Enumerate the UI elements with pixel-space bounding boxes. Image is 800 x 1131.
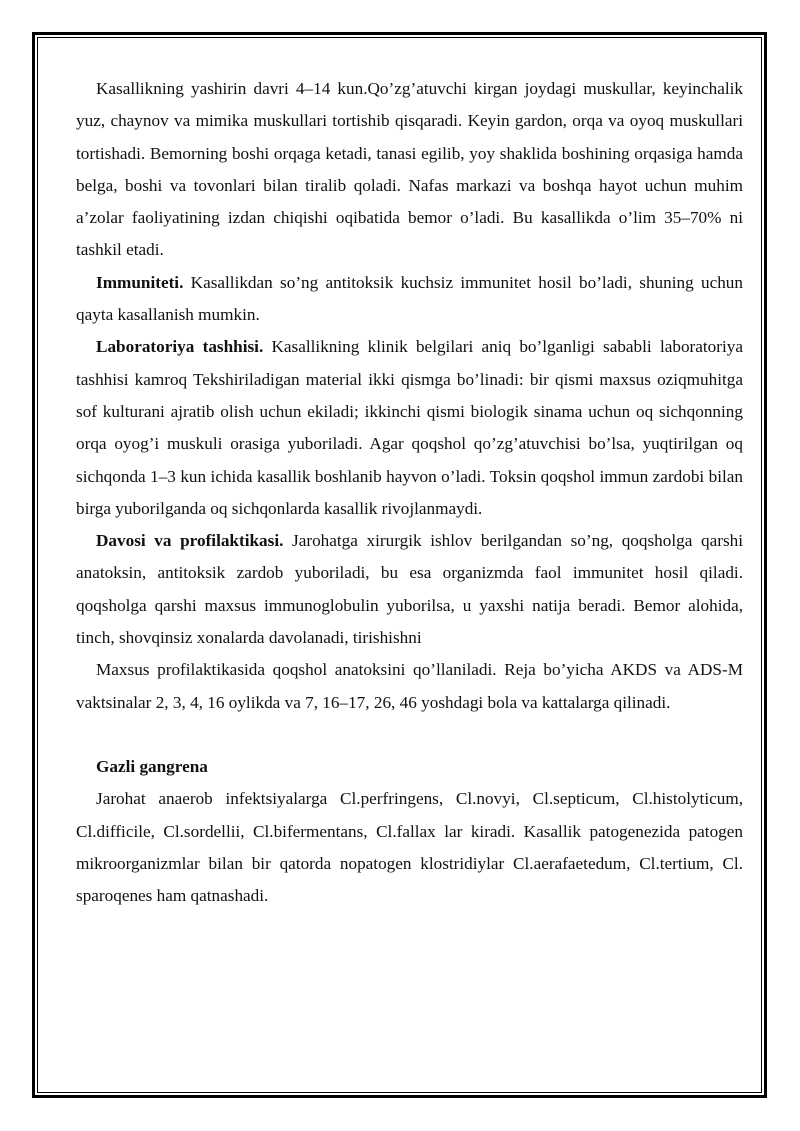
paragraph-text: Maxsus profilaktikasida qoqshol anatoksini qo’llaniladi. Reja bo’yicha AKDS va ADS-M vaktsinalar 2, 3, 4, 16 oylikda va 7, 16–17, 26, 46 yoshdagi bola va kattalarga qilinadi.: [76, 660, 743, 712]
paragraph-heading: Laboratoriya tashhisi.: [96, 337, 264, 357]
paragraph-treatment: [76, 525, 743, 654]
section-heading: Gazli gangrena: [96, 756, 208, 776]
paragraph-heading: Immuniteti.: [96, 272, 184, 292]
paragraph-text: Kasallikdan so’ng antitoksik kuchsiz immunitet hosil bo’ladi, shuning uchun qayta kasallanish mumkin.: [76, 272, 743, 325]
document-body: [76, 73, 743, 912]
paragraph-prophylaxis: [76, 654, 743, 719]
paragraph-lab-diagnosis: [76, 331, 743, 525]
paragraph-immunity: [76, 267, 743, 332]
paragraph-text: Kasallikning klinik belgilari aniq bo’lganligi sababli laboratoriya tashhisi kamroq Tekshiriladigan material ikki qismga bo’linadi: bir qismi maxsus oziqmuhitga sof kulturani ajratib olish uchun ekiladi; ikkinchi qismi biologik sinama uchun oq sichqonning orqa oyog’i muskuli orasiga yuboriladi. Agar qoqshol qo’zg’atuvchisi bo’lsa, yuqtirilgan oq sichqonda 1–3 kun ichida kasallik boshlanib hayvon o’ladi. Toksin qoqshol immun zardobi bilan birga yuborilganda oq sichqonlarda kasallik rivojlanmaydi.: [76, 337, 743, 518]
paragraph-incubation: [76, 73, 743, 267]
paragraph-heading: Davosi va profilaktikasi.: [96, 531, 284, 551]
paragraph-text: Jarohat anaerob infektsiyalarga Cl.perfringens, Cl.novyi, Cl.septicum, Cl.histolyticum, Cl.difficile, Cl.sordellii, Cl.bifermentans, Cl.fallax lar kiradi. Kasallik patogenezida patogen mikroorganizmlar bilan bir qatorda nopatogen klostridiylar Cl.aerafaetedum, Cl.tertium, Cl. sparoqenes ham qatnashadi.: [76, 789, 743, 906]
paragraph-gas-gangrene: [76, 783, 743, 912]
paragraph-text: Kasallikning yashirin davri 4–14 kun.Qo’zg’atuvchi kirgan joydagi muskullar, keyinchalik yuz, chaynov va mimika muskullari tortishib qisqaradi. Keyin gardon, orqa va oyoq muskullari tortishadi. Bemorning boshi orqaga ketadi, tanasi egilib, yoy shaklida boshining orqasiga hamda belga, boshi va tovonlari bilan tiralib qoladi. Nafas markazi va boshqa hayot uchun muhim a’zolar faoliyatining izdan chiqishi oqibatida bemor o’ladi. Bu kasallikda o’lim 35–70% ni tashkil etadi.: [76, 79, 743, 260]
paragraph-text: Jarohatga xirurgik ishlov berilgandan so’ng, qoqsholga qarshi anatoksin, antitoksik zardob yuboriladi, bu esa organizmda faol immunitet hosil qiladi. qoqsholga qarshi maxsus immunoglobulin yuborilsa, u yaxshi natija beradi. Bemor alohida, tinch, shovqinsiz xonalarda davolanadi, tirishishni: [76, 531, 743, 648]
